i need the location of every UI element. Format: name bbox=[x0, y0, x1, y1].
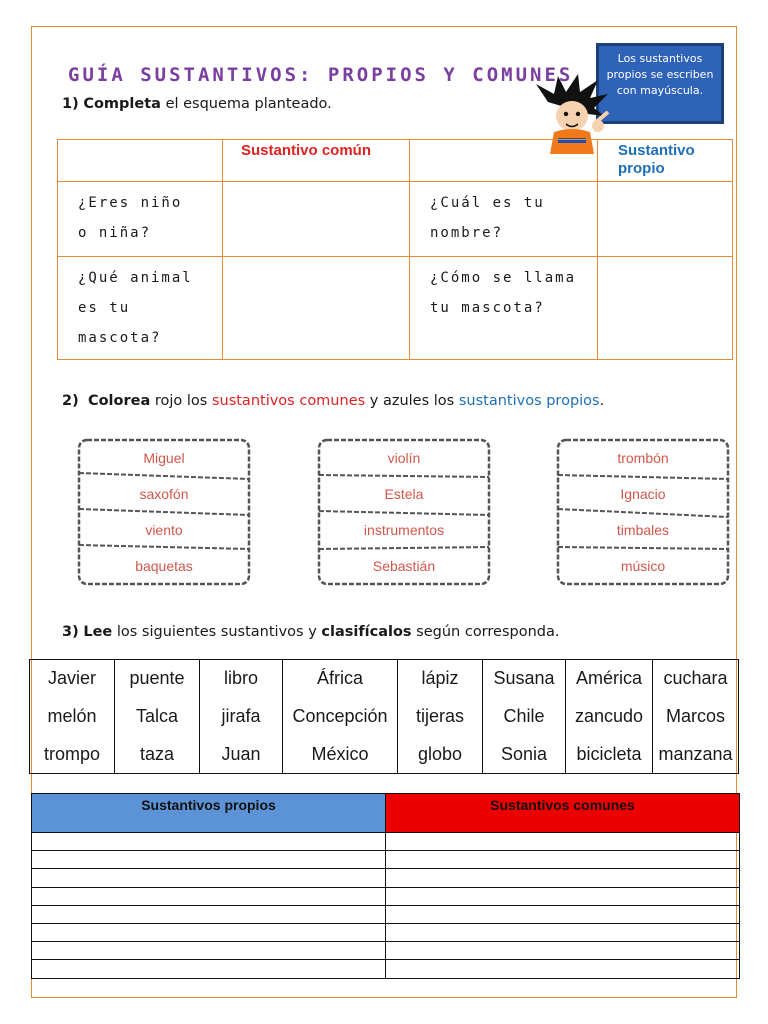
grid-word: Marcos bbox=[653, 698, 739, 735]
common-answer-row[interactable] bbox=[386, 833, 740, 851]
grid-word: bicicleta bbox=[566, 735, 653, 773]
word-item[interactable]: viento bbox=[145, 522, 183, 538]
word-item[interactable]: Estela bbox=[384, 486, 424, 502]
grid-word: tijeras bbox=[398, 698, 483, 735]
word-box-2 bbox=[316, 437, 492, 587]
proper-answer-row[interactable] bbox=[32, 887, 386, 905]
common-answer-row[interactable] bbox=[386, 851, 740, 869]
section2-text2: y azules los bbox=[369, 393, 455, 409]
grid-word: manzana bbox=[653, 735, 739, 773]
grid-word: México bbox=[283, 735, 398, 773]
grid-word: taza bbox=[115, 735, 200, 773]
answer-cell-common-2[interactable] bbox=[223, 257, 410, 360]
section3-verb1: Lee bbox=[83, 624, 113, 640]
grid-word: África bbox=[283, 660, 398, 698]
word-item[interactable]: Sebastián bbox=[372, 558, 436, 574]
grid-word: Talca bbox=[115, 698, 200, 735]
proper-answer-row[interactable] bbox=[32, 851, 386, 869]
proper-answer-row[interactable] bbox=[32, 923, 386, 941]
section2-number: 2) bbox=[62, 393, 79, 409]
proper-answer-row[interactable] bbox=[32, 833, 386, 851]
common-answer-row[interactable] bbox=[386, 887, 740, 905]
section2-instruction bbox=[62, 393, 604, 409]
scheme-cell-empty bbox=[410, 140, 598, 182]
grid-word: Concepción bbox=[283, 698, 398, 735]
section1-verb: Completa bbox=[83, 96, 161, 112]
section2-verb: Colorea bbox=[87, 393, 151, 409]
common-answer-row[interactable] bbox=[386, 923, 740, 941]
question-2: ¿Cuál es tu nombre? bbox=[430, 195, 545, 241]
word-item[interactable]: Ignacio bbox=[620, 486, 666, 502]
grid-word: trompo bbox=[30, 735, 115, 773]
note-box: Los sustantivos propios se escriben con mayúscula. bbox=[596, 43, 724, 124]
word-item[interactable]: saxofón bbox=[139, 486, 189, 502]
proper-answer-row[interactable] bbox=[32, 960, 386, 978]
answer-cell-proper-2[interactable] bbox=[598, 257, 733, 360]
word-grid bbox=[29, 659, 739, 774]
question-cell bbox=[58, 182, 223, 257]
question-1: ¿Eres niño o niña? bbox=[78, 195, 183, 241]
question-cell bbox=[58, 257, 223, 360]
grid-word: Sonia bbox=[483, 735, 566, 773]
header-common-nouns: Sustantivos comunes bbox=[386, 794, 740, 833]
grid-word: América bbox=[566, 660, 653, 698]
grid-word: melón bbox=[30, 698, 115, 735]
grid-word: lápiz bbox=[398, 660, 483, 698]
common-answer-row[interactable] bbox=[386, 942, 740, 960]
grid-word: globo bbox=[398, 735, 483, 773]
section1-number: 1) bbox=[62, 96, 79, 112]
section3-verb2: clasifícalos bbox=[321, 624, 412, 640]
word-item[interactable]: Miguel bbox=[143, 450, 185, 466]
question-3: ¿Qué animal es tu mascota? bbox=[78, 270, 193, 346]
classification-table bbox=[31, 793, 740, 977]
grid-word: Juan bbox=[200, 735, 283, 773]
word-item[interactable]: violín bbox=[387, 450, 421, 466]
word-box-3 bbox=[555, 437, 731, 587]
grid-word: Susana bbox=[483, 660, 566, 698]
word-item[interactable]: instrumentos bbox=[363, 522, 445, 538]
grid-word: zancudo bbox=[566, 698, 653, 735]
question-4: ¿Cómo se llama tu mascota? bbox=[430, 270, 577, 316]
word-item[interactable]: timbales bbox=[616, 522, 670, 538]
word-item[interactable]: trombón bbox=[617, 450, 669, 466]
section2-proper: sustantivos propios bbox=[458, 393, 600, 409]
proper-answer-row[interactable] bbox=[32, 869, 386, 887]
section3-text1: los siguientes sustantivos y bbox=[116, 624, 317, 640]
section2-text1: rojo los bbox=[154, 393, 208, 409]
section1-text: el esquema planteado. bbox=[165, 96, 332, 112]
grid-word: cuchara bbox=[653, 660, 739, 698]
section2-end: . bbox=[599, 393, 605, 409]
answer-cell-proper-1[interactable] bbox=[598, 182, 733, 257]
question-cell bbox=[410, 182, 598, 257]
proper-answer-row[interactable] bbox=[32, 905, 386, 923]
section2-common: sustantivos comunes bbox=[211, 393, 366, 409]
grid-word: jirafa bbox=[200, 698, 283, 735]
section3-text2: según corresponda. bbox=[416, 624, 560, 640]
header-common: Sustantivo común bbox=[223, 140, 410, 182]
grid-word: puente bbox=[115, 660, 200, 698]
section1-instruction bbox=[62, 96, 332, 112]
grid-word: Chile bbox=[483, 698, 566, 735]
proper-answer-row[interactable] bbox=[32, 942, 386, 960]
grid-word: libro bbox=[200, 660, 283, 698]
word-item[interactable]: músico bbox=[620, 558, 666, 574]
grid-word: Javier bbox=[30, 660, 115, 698]
common-answer-row[interactable] bbox=[386, 905, 740, 923]
header-proper-nouns: Sustantivos propios bbox=[32, 794, 386, 833]
answer-cell-common-1[interactable] bbox=[223, 182, 410, 257]
common-answer-row[interactable] bbox=[386, 869, 740, 887]
word-item[interactable]: baquetas bbox=[135, 558, 193, 574]
common-answer-row[interactable] bbox=[386, 960, 740, 978]
scheme-cell-empty bbox=[58, 140, 223, 182]
page-title: GUÍA SUSTANTIVOS: PROPIOS Y COMUNES bbox=[68, 64, 574, 86]
question-cell bbox=[410, 257, 598, 360]
header-proper: Sustantivo propio bbox=[598, 140, 733, 182]
section3-number: 3) bbox=[62, 624, 79, 640]
scheme-table bbox=[57, 139, 733, 360]
section3-instruction bbox=[62, 624, 559, 640]
word-box-1 bbox=[76, 437, 252, 587]
